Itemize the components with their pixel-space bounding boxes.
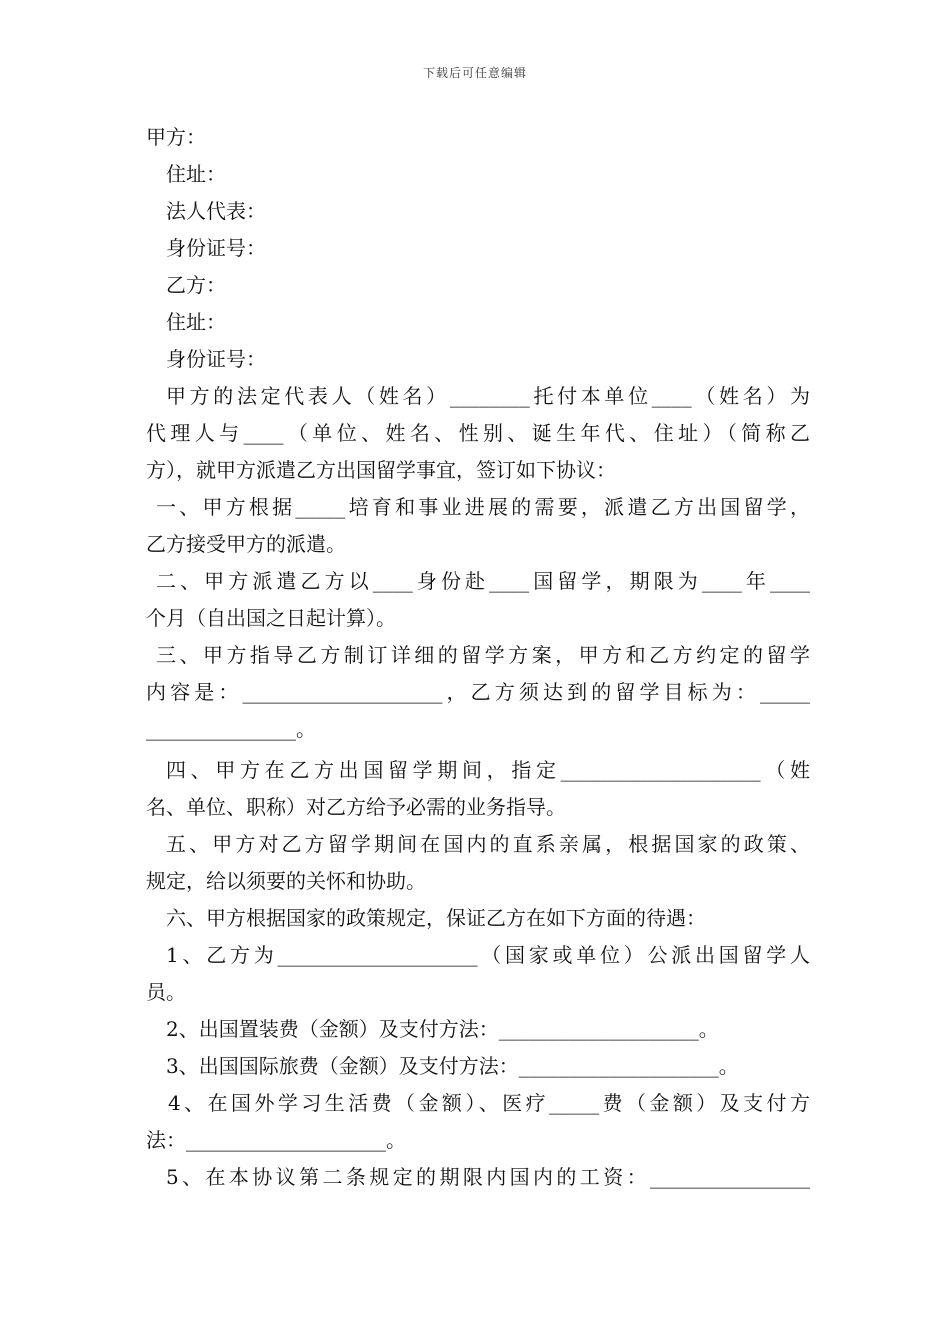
clause-6-item-3: 3、出国国际旅费（金额）及支付方法：____________________。	[166, 1054, 739, 1078]
party-a-id-number: 身份证号：	[166, 236, 266, 260]
clause-6-item-2: 2、出国置装费（金额）及支付方法：____________________。	[166, 1017, 719, 1041]
party-a-legal-rep: 法人代表：	[166, 199, 266, 223]
clause-2-line-2: 个月（自出国之日起计算）。	[146, 606, 396, 630]
clause-5-line-1: 五、甲方对乙方留学期间在国内的直系亲属，根据国家的政策、	[166, 832, 810, 856]
clause-6-item-1-line-2: 员。	[146, 980, 186, 1004]
clause-3-line-2: 内容是：____________________，乙方须达到的留学目标为：_____	[146, 680, 810, 704]
clause-6-item-1-line-1: 1、乙方为____________________（国家或单位）公派出国留学人	[166, 943, 810, 967]
clause-3-line-1: 三、甲方指导乙方制订详细的留学方案，甲方和乙方约定的留学	[156, 643, 810, 667]
party-a-address: 住址：	[166, 162, 226, 186]
party-b-label: 乙方：	[166, 273, 226, 297]
clause-4-line-1: 四、甲方在乙方出国留学期间，指定____________________（姓	[166, 758, 810, 782]
clause-1-line-1: 一、甲方根据_____培育和事业进展的需要，派遣乙方出国留学，	[156, 495, 810, 519]
clause-6-item-4-line-2: 法：____________________。	[146, 1128, 406, 1152]
preamble-line-2: 代理人与____（单位、姓名、性别、诞生年代、住址）（简称乙	[146, 421, 810, 445]
clause-5-line-2: 规定，给以须要的关怀和协助。	[146, 869, 426, 893]
clause-6-heading: 六、甲方根据国家的政策规定，保证乙方在如下方面的待遇：	[166, 906, 706, 930]
clause-1-line-2: 乙方接受甲方的派遣。	[146, 532, 346, 556]
clause-3-line-3: _______________。	[146, 717, 316, 741]
page-header-note: 下载后可任意编辑	[422, 66, 527, 80]
preamble-line-3: 方），就甲方派遣乙方出国留学事宜，签订如下协议：	[146, 458, 616, 482]
party-a-label: 甲方：	[146, 125, 206, 149]
party-b-address: 住址：	[166, 310, 226, 334]
clause-6-item-5: 5、在本协议第二条规定的期限内国内的工资：________________	[166, 1165, 810, 1189]
clause-6-item-4-line-1: 4、在国外学习生活费（金额）、医疗_____费（金额）及支付方	[168, 1091, 810, 1115]
document-body	[146, 119, 810, 1196]
party-b-id-number: 身份证号：	[166, 347, 266, 371]
clause-2-line-1: 二、甲方派遣乙方以____身份赴____国留学，期限为____年____	[156, 569, 810, 593]
preamble-line-1: 甲方的法定代表人（姓名）________托付本单位____（姓名）为	[166, 384, 810, 408]
clause-4-line-2: 名、单位、职称）对乙方给予必需的业务指导。	[146, 795, 566, 819]
